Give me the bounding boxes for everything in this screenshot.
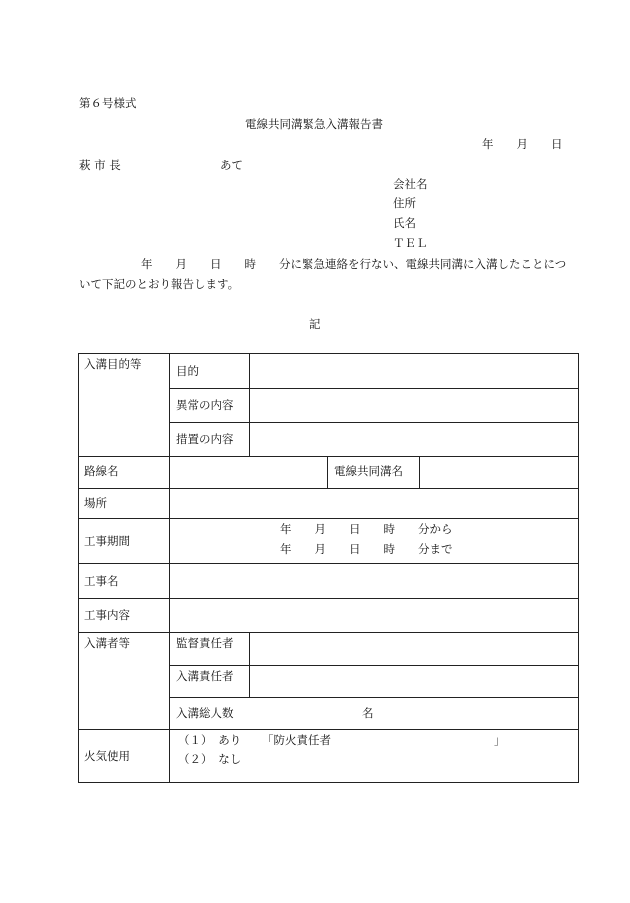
period-from: 年 月 日 時 分から: [280, 522, 453, 536]
document-title: 電線共同溝緊急入溝報告書: [245, 117, 383, 131]
addressee-suffix: あて: [220, 158, 243, 172]
fire-use-label: 火気使用: [84, 749, 130, 763]
address-label: 住所: [393, 196, 416, 210]
anomaly-label: 異常の内容: [176, 398, 234, 412]
people-unit: 名: [362, 706, 374, 720]
company-label: 会社名: [393, 177, 428, 191]
ki-heading: 記: [309, 317, 321, 331]
fire-manager-open: 「防火責任者: [262, 733, 331, 747]
tel-label: ＴＥＬ: [393, 236, 428, 250]
entrants-group-label: 入溝者等: [84, 636, 130, 650]
work-content-label: 工事内容: [84, 608, 130, 622]
work-period-label: 工事期間: [84, 534, 130, 548]
total-people-label: 入溝総人数: [176, 706, 234, 720]
entry-manager-label: 入溝責任者: [176, 669, 234, 683]
body-line-1: 年 月 日 時 分に緊急連絡を行ない、電線共同溝に入溝したことにつ: [141, 257, 567, 271]
option-yes: （１） あり: [178, 733, 242, 747]
fire-manager-close: 」: [494, 733, 506, 747]
supervisor-label: 監督責任者: [176, 636, 234, 650]
trench-name-label: 電線共同溝名: [334, 464, 403, 478]
addressee-name: 萩 市 長: [79, 158, 121, 172]
purpose-group-label: 入溝目的等: [84, 357, 142, 371]
option-no: （２） なし: [178, 752, 242, 766]
date-line: 年 月 日: [482, 137, 563, 151]
measures-label: 措置の内容: [176, 432, 234, 446]
form-number: 第６号様式: [79, 96, 137, 110]
body-line-2: いて下記のとおり報告します。: [79, 277, 240, 291]
place-label: 場所: [84, 496, 107, 510]
route-name-label: 路線名: [84, 464, 119, 478]
purpose-label: 目的: [176, 364, 199, 378]
name-label: 氏名: [393, 216, 416, 230]
work-name-label: 工事名: [84, 574, 119, 588]
period-to: 年 月 日 時 分まで: [280, 542, 453, 556]
